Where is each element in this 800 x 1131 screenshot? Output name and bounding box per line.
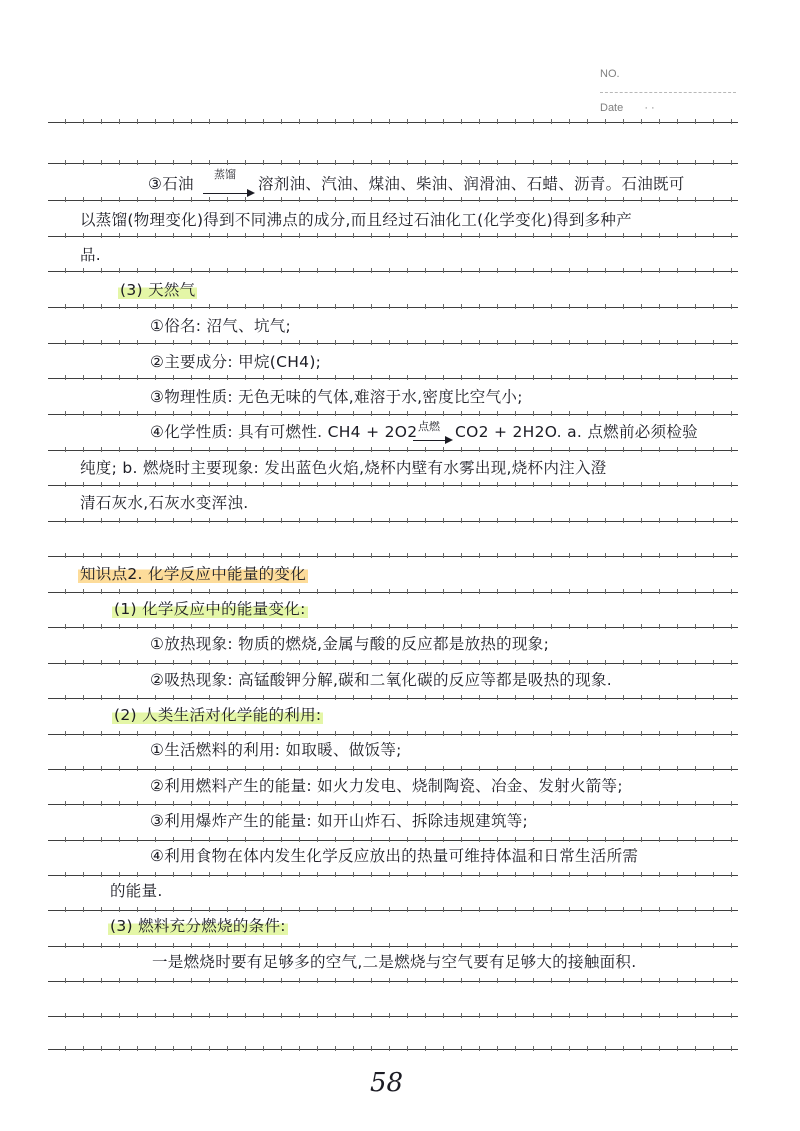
note-text: ④利用食物在体内发生化学反应放出的热量可维持体温和日常生活所需 [150,847,639,865]
ruled-line [48,769,738,770]
date-label-text: Date [600,102,624,114]
ruled-line [48,1049,738,1050]
ignite-label: 点燃 [418,420,440,433]
ruled-line [48,627,738,628]
highlighted-heading: (3) 天然气 [120,281,196,299]
note-text: ①生活燃料的利用: 如取暖、做饭等; [150,741,402,759]
note-line [150,670,612,690]
note-line [80,493,248,513]
ruled-line [48,122,738,123]
note-text: 以蒸馏(物理变化)得到不同沸点的成分,而且经过石油化工(化学变化)得到多种产 [80,211,633,229]
note-line [152,952,636,972]
ruled-line [48,804,738,805]
ruled-line [48,450,738,451]
note-text: 一是燃烧时要有足够多的空气,二是燃烧与空气要有足够大的接触面积. [152,953,637,971]
note-text: ③利用爆炸产生的能量: 如开山炸石、拆除违规建筑等; [150,812,529,830]
ruled-line [48,163,738,164]
note-line [150,776,623,796]
note-text: ②吸热现象: 高锰酸钾分解,碳和二氧化碳的反应等都是吸热的现象. [150,671,613,689]
note-text: 清石灰水,石灰水变浑浊. [80,494,249,512]
note-line [150,352,321,372]
note-text: ③物理性质: 无色无味的气体,难溶于水,密度比空气小; [150,388,523,406]
note-line [110,881,163,901]
highlighted-heading: (1) 化学反应中的能量变化: [114,600,306,618]
note-text: 品. [80,246,102,264]
note-text: ①放热现象: 物质的燃烧,金属与酸的反应都是放热的现象; [150,635,550,653]
note-line [150,811,528,831]
ruled-line [48,556,738,557]
highlighted-heading: (2) 人类生活对化学能的利用: [114,706,322,724]
note-line [150,740,402,760]
ruled-line [48,236,738,237]
ruled-line [48,698,738,699]
ruled-line [48,663,738,664]
note-line [455,422,698,442]
ruled-line [48,414,738,415]
note-line [150,634,549,654]
notebook-no-label: NO. [600,68,620,80]
ruled-line [48,378,738,379]
note-line [78,564,308,584]
ignite-arrow [413,440,451,441]
ruled-line [48,946,738,947]
note-line [112,599,308,619]
ruled-line [48,485,738,486]
note-text: ②主要成分: 甲烷(CH4); [150,353,322,371]
note-line [118,280,197,300]
highlighted-heading: (3) 燃料充分燃烧的条件: [110,917,286,935]
note-line [112,705,323,725]
note-text: ①俗名: 沼气、坑气; [150,317,292,335]
note-line [108,916,288,936]
ruled-line [48,592,738,593]
date-dots: · · [644,102,655,114]
note-text: ④化学性质: 具有可燃性. CH4 + 2O2 [150,423,418,441]
ruled-line [48,200,738,201]
note-line [80,245,101,265]
note-text: 纯度; b. 燃烧时主要现象: 发出蓝色火焰,烧杯内壁有水雾出现,烧杯内注入澄 [80,459,607,477]
ruled-line [48,875,738,876]
note-text: CO2 + 2H2O. a. 点燃前必须检验 [455,423,698,441]
highlighted-heading: 知识点2. 化学反应中能量的变化 [80,565,307,583]
distill-label: 蒸馏 [214,168,236,181]
note-line [150,316,291,336]
note-line [80,210,632,230]
ruled-line [48,521,738,522]
distill-arrow [203,193,253,194]
note-line [150,387,523,407]
note-line [150,422,417,442]
ruled-line [48,981,738,982]
ruled-line [48,734,738,735]
note-line [80,458,607,478]
ruled-line [48,307,738,308]
header-dashed-line [600,92,736,93]
ruled-line [48,343,738,344]
ruled-line [48,910,738,911]
note-text: ③石油 [148,175,194,193]
notebook-date-label [600,102,655,114]
ruled-line [48,840,738,841]
note-text: ②利用燃料产生的能量: 如火力发电、烧制陶瓷、冶金、发射火箭等; [150,777,623,795]
note-line [148,174,194,194]
ruled-line [48,1016,738,1017]
page-number: 58 [370,1068,404,1098]
note-line [258,174,685,194]
note-text: 溶剂油、汽油、煤油、柴油、润滑油、石蜡、沥青。石油既可 [258,175,685,193]
ruled-line [48,271,738,272]
note-line [150,846,638,866]
note-text: 的能量. [110,882,163,900]
